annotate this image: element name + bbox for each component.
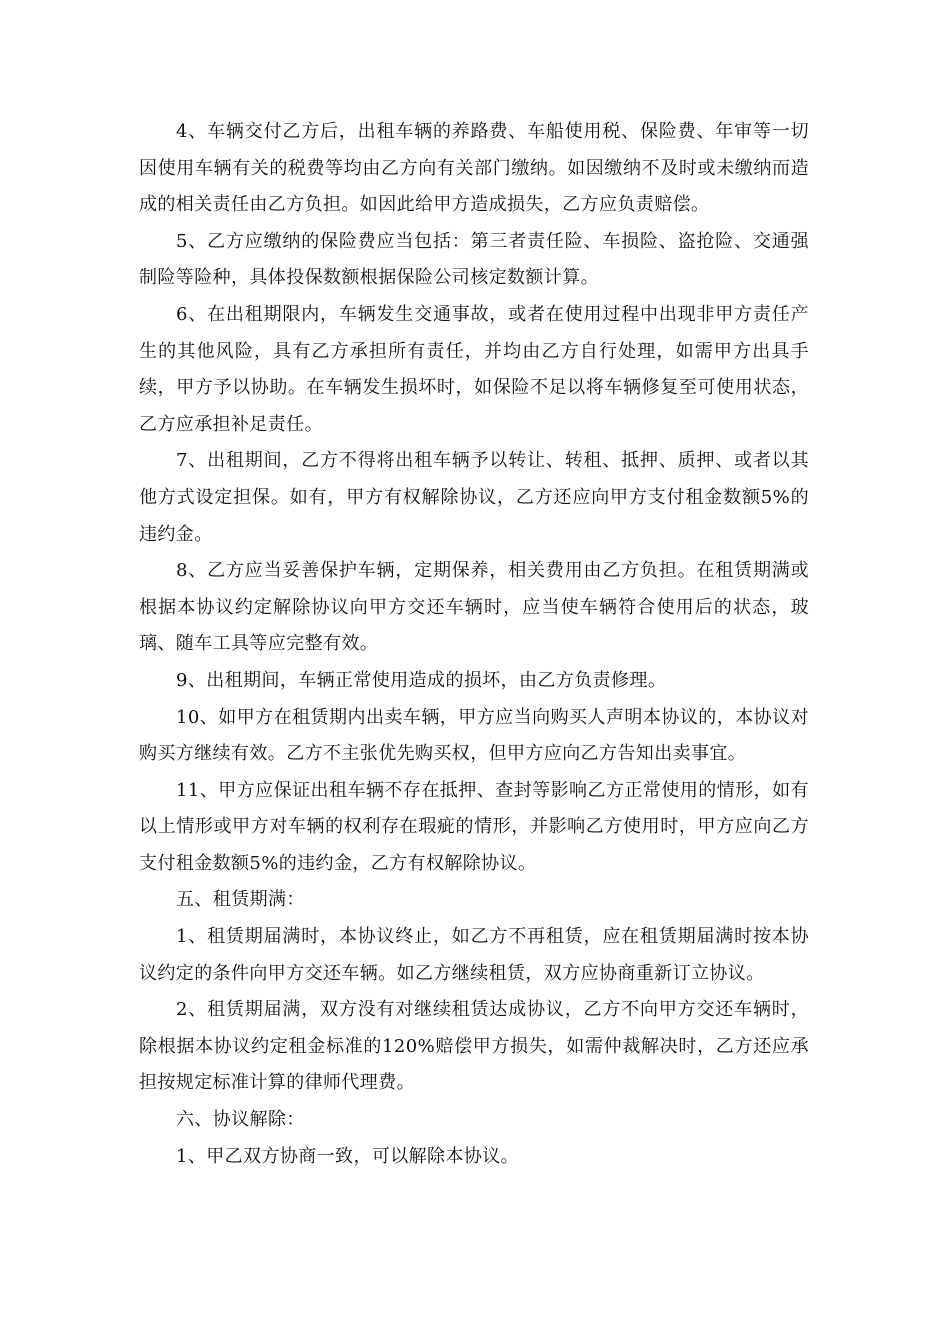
clause-6-accident-liability: 6、在出租期限内，车辆发生交通事故，或者在使用过程中出现非甲方责任产生的其他风险，具有乙方承担所有责任，并均由乙方自行处理，如需甲方出具手续，甲方予以协助。在车辆发生损坏时，如保险不足以将车辆修复至可使用状态，乙方应承担补足责任。 [139,303,809,435]
section-heading-lease-expiry: 五、租赁期满： [176,889,305,911]
clause-11-warranty: 11、甲方应保证出租车辆不存在抵押、查封等影响乙方正常使用的情形，如有以上情形或甲方对车辆的权利存在瑕疵的情形，并影响乙方使用时，甲方应向乙方支付租金数额5%的违约金，乙方有权解除协议。 [139,779,809,874]
clause-8-maintenance: 8、乙方应当妥善保护车辆，定期保养，相关费用由乙方负担。在租赁期满或根据本协议约定解除协议向甲方交还车辆时，应当使车辆符合使用后的状态，玻璃、随车工具等应完整有效。 [139,560,809,655]
document-body [139,114,809,1175]
expiry-clause-1: 1、租赁期届满时，本协议终止，如乙方不再租赁，应在租赁期届满时按本协议约定的条件向甲方交还车辆。如乙方继续租赁，双方应协商重新订立协议。 [139,926,809,984]
clause-7-no-transfer: 7、出租期间，乙方不得将出租车辆予以转让、转租、抵押、质押、或者以其他方式设定担保。如有，甲方有权解除协议，乙方还应向甲方支付租金数额5%的违约金。 [139,450,809,545]
clause-4-vehicle-fees: 4、车辆交付乙方后，出租车辆的养路费、车船使用税、保险费、年审等一切因使用车辆有关的税费等均由乙方向有关部门缴纳。如因缴纳不及时或未缴纳而造成的相关责任由乙方负担。如因此给甲方造成损失，乙方应负责赔偿。 [139,121,809,216]
expiry-clause-2: 2、租赁期届满，双方没有对继续租赁达成协议，乙方不向甲方交还车辆时，除根据本协议约定租金标准的120%赔偿甲方损失，如需仲裁解决时，乙方还应承担按规定标准计算的律师代理费。 [139,999,809,1094]
section-heading-termination: 六、协议解除： [176,1109,305,1131]
clause-10-sale-of-vehicle: 10、如甲方在租赁期内出卖车辆，甲方应当向购买人声明本协议的，本协议对购买方继续有效。乙方不主张优先购买权，但甲方应向乙方告知出卖事宜。 [139,706,809,765]
termination-clause-1: 1、甲乙双方协商一致，可以解除本协议。 [176,1145,520,1167]
clause-5-insurance: 5、乙方应缴纳的保险费应当包括：第三者责任险、车损险、盗抢险、交通强制险等险种，具体投保数额根据保险公司核定数额计算。 [139,230,809,289]
clause-9-repair: 9、出租期间，车辆正常使用造成的损坏，由乙方负责修理。 [176,669,667,691]
